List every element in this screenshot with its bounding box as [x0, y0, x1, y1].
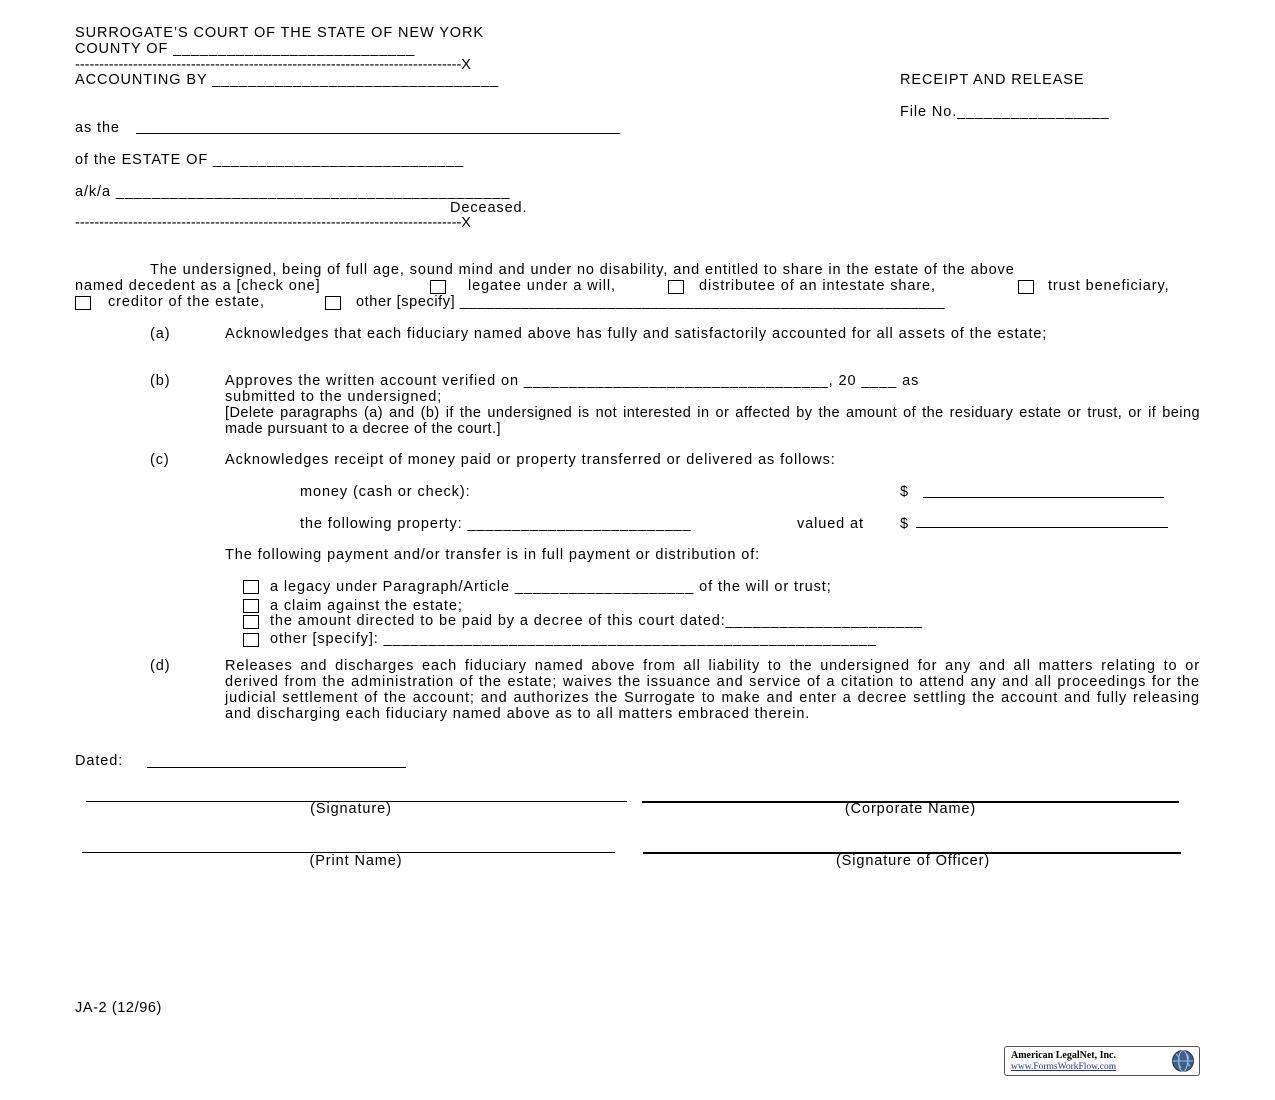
- as-the-label: as the: [75, 120, 120, 136]
- pay-other-checkbox[interactable]: [243, 633, 259, 647]
- other-checkbox[interactable]: [325, 296, 341, 310]
- money-amount-line[interactable]: [923, 497, 1164, 498]
- item-b-line-2: submitted to the undersigned;: [225, 389, 443, 405]
- trust-beneficiary-label: trust beneficiary,: [1048, 278, 1170, 294]
- item-d-label: (d): [150, 658, 171, 674]
- decree-checkbox[interactable]: [243, 615, 259, 629]
- trust-beneficiary-checkbox[interactable]: [1018, 280, 1034, 294]
- officer-signature-caption: (Signature of Officer): [835, 853, 991, 869]
- item-b-label: (b): [150, 373, 171, 389]
- property-value-line[interactable]: [916, 527, 1168, 528]
- caption-divider-bottom: --------------------------------------------------------------------------------X: [75, 215, 471, 231]
- accounting-by-field[interactable]: ACCOUNTING BY ________________________________: [75, 72, 500, 88]
- account-verified-field[interactable]: Approves the written account verified on __________________________________, 20 ____ as: [225, 373, 920, 389]
- file-no-field[interactable]: File No._________________: [900, 104, 1110, 120]
- claim-label: a claim against the estate;: [270, 598, 463, 614]
- other-specify-field[interactable]: other [specify] ________________________________________________________: [356, 294, 946, 310]
- form-id: JA-2 (12/96): [75, 1000, 162, 1016]
- legatee-checkbox[interactable]: [430, 280, 446, 294]
- legacy-checkbox[interactable]: [243, 580, 259, 594]
- signature-caption: (Signature): [310, 801, 392, 817]
- vendor-logo[interactable]: [1004, 1046, 1200, 1076]
- legacy-field[interactable]: a legacy under Paragraph/Article ____________________ of the will or trust;: [270, 579, 832, 595]
- logo-url-link[interactable]: www.FormsWorkFlow.com: [1011, 1062, 1117, 1072]
- print-name-caption: (Print Name): [309, 853, 403, 869]
- corporate-name-caption: (Corporate Name): [844, 801, 977, 817]
- aka-field[interactable]: a/k/a ____________________________________________: [75, 184, 511, 200]
- property-field[interactable]: the following property: _________________________: [300, 516, 692, 532]
- item-d-text: Releases and discharges each fiduciary named above from all liability to the undersigned for any and all matters relating to or derived from the administration of the estate; waives the issuance and service of a citation to attend any and all proceedings for the judicial settlement of the account; and authorizes the Surrogate to make and enter a decree settling the account and fully releasing and discharging each fiduciary named above as to all matters embraced therein.: [225, 658, 1200, 722]
- item-a-text: Acknowledges that each fiduciary named above has fully and satisfactorily accounted for all assets of the estate;: [225, 326, 1048, 342]
- distributee-checkbox[interactable]: [668, 280, 684, 294]
- money-dollar-sign: $: [900, 484, 909, 500]
- pay-other-field[interactable]: other [specify]: _______________________________________________________: [270, 631, 877, 647]
- dated-label: Dated:: [75, 753, 124, 769]
- item-b-note: [Delete paragraphs (a) and (b) if the undersigned is not interested in or affected by the amount of the residuary estate or trust, or if being made pursuant to a decree of the court.]: [225, 405, 1200, 437]
- money-label: money (cash or check):: [300, 484, 471, 500]
- intro-line-2: named decedent as a [check one]: [75, 278, 321, 294]
- county-field[interactable]: COUNTY OF ___________________________: [75, 41, 416, 57]
- item-a-label: (a): [150, 326, 171, 342]
- decree-field[interactable]: the amount directed to be paid by a decree of this court dated:______________________: [270, 613, 923, 629]
- dated-line[interactable]: [147, 767, 406, 768]
- deceased-label: Deceased.: [450, 200, 528, 216]
- claim-checkbox[interactable]: [243, 599, 259, 613]
- property-dollar-sign: $: [900, 516, 909, 532]
- intro-line-1: The undersigned, being of full age, sound mind and under no disability, and entitled to share in the estate of the above: [150, 262, 1015, 278]
- legatee-label: legatee under a will,: [468, 278, 616, 294]
- payment-intro: The following payment and/or transfer is in full payment or distribution of:: [225, 547, 761, 563]
- logo-company-name: American LegalNet, Inc.: [1011, 1050, 1116, 1061]
- creditor-label: creditor of the estate,: [108, 294, 265, 310]
- globe-icon: [1170, 1049, 1196, 1073]
- caption-divider-top: --------------------------------------------------------------------------------X: [75, 57, 471, 73]
- as-the-line[interactable]: [136, 133, 620, 134]
- court-name: SURROGATE’S COURT OF THE STATE OF NEW YORK: [75, 25, 484, 41]
- item-c-label: (c): [150, 452, 170, 468]
- distributee-label: distributee of an intestate share,: [699, 278, 936, 294]
- valued-at-label: valued at: [797, 516, 864, 532]
- estate-of-field[interactable]: of the ESTATE OF ____________________________: [75, 152, 465, 168]
- form-title: RECEIPT AND RELEASE: [900, 72, 1085, 88]
- creditor-checkbox[interactable]: [75, 296, 91, 310]
- item-c-text: Acknowledges receipt of money paid or property transferred or delivered as follows:: [225, 452, 836, 468]
